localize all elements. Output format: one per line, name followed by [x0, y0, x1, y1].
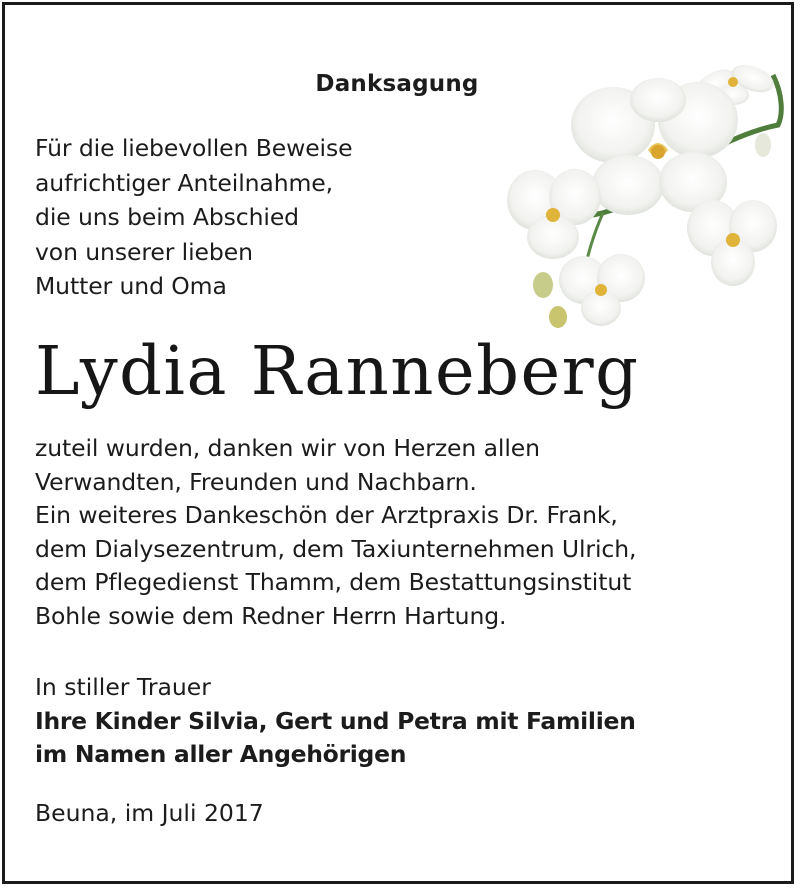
body-line: dem Pflegedienst Thamm, dem Bestattungsinstitut	[35, 568, 632, 597]
intro-line: Für die liebevollen Beweise	[35, 134, 353, 162]
intro-line: von unserer lieben	[35, 237, 253, 266]
intro-line: Mutter und Oma	[35, 272, 227, 300]
body-line: dem Dialysezentrum, dem Taxiunternehmen Ulrich,	[35, 534, 637, 563]
intro-line: aufrichtiger Anteilnahme,	[35, 168, 334, 197]
family-line: Ihre Kinder Silvia, Gert und Petra mit Familien	[35, 706, 636, 735]
body-line: Bohle sowie dem Redner Herrn Hartung.	[35, 601, 507, 630]
intro-line: die uns beim Abschied	[35, 203, 299, 231]
thanks-text	[35, 432, 636, 634]
family-line: im Namen aller Angehörigen	[35, 740, 407, 769]
notice-heading: Danksagung	[315, 71, 479, 97]
body-line: Ein weiteres Dankeschön der Arztpraxis Dr. Frank,	[35, 501, 618, 530]
signature-block	[35, 671, 636, 772]
deceased-name: Lydia Ranneberg	[35, 332, 640, 410]
body-line: zuteil wurden, danken wir von Herzen allen	[35, 434, 540, 462]
place-date: Beuna, im Juli 2017	[35, 799, 264, 827]
mourning-line: In stiller Trauer	[35, 673, 211, 701]
notice-frame	[2, 2, 794, 884]
body-line: Verwandten, Freunden und Nachbarn.	[35, 467, 477, 496]
intro-text	[35, 131, 352, 304]
